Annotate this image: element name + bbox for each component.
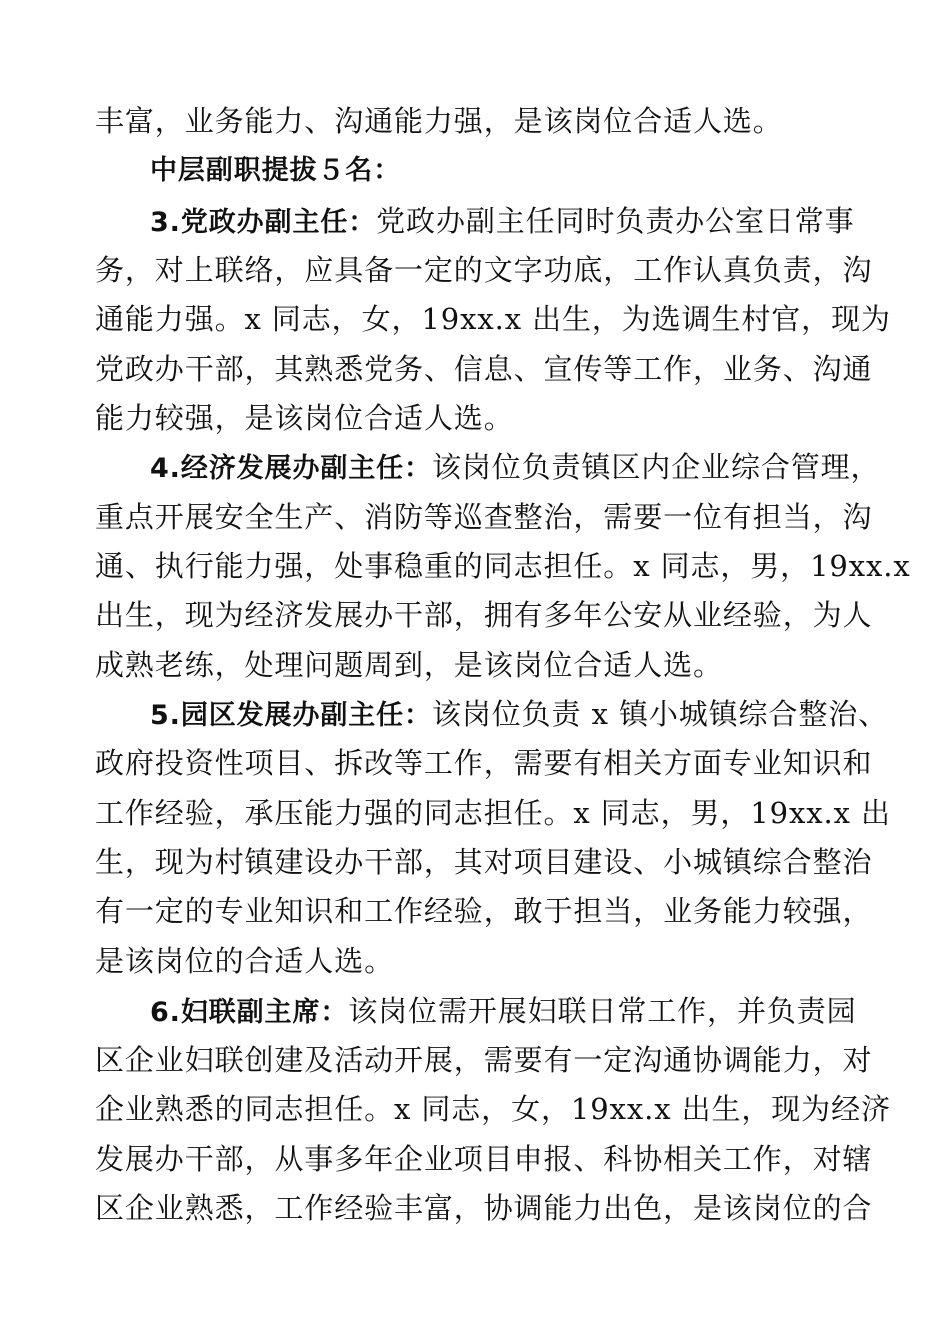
item-text: 该岗位负责镇区内企业综合管理， <box>431 450 881 484</box>
item-text: 党政办副主任同时负责办公室日常事 <box>376 204 855 238</box>
item-5-first-line <box>150 696 888 732</box>
text-line: 区企业熟悉，工作经验丰富，协调能力出色，是该岗位的合 <box>95 1191 873 1225</box>
text-line: 成熟老练，处理问题周到，是该岗位合适人选。 <box>95 648 723 682</box>
item-heading: 5.园区发展办副主任： <box>150 700 432 731</box>
text-line: 通、执行能力强，处事稳重的同志担任。x 同志，男，19xx.x <box>95 549 911 583</box>
text-line: 有一定的专业知识和工作经验，敢于担当，业务能力较强， <box>95 894 873 928</box>
text-line: 通能力强。x 同志，女，19xx.x 出生，为选调生村官，现为 <box>95 302 891 336</box>
item-text: 该岗位负责 x 镇小城镇综合整治、 <box>431 697 889 731</box>
item-heading: 4.经济发展办副主任： <box>150 453 432 484</box>
item-heading: 3.党政办副主任： <box>150 207 377 238</box>
item-heading: 6.妇联副主席： <box>150 997 349 1028</box>
text-line: 重点开展安全生产、消防等巡查整治，需要一位有担当，沟 <box>95 500 873 534</box>
text-line: 发展办干部，从事多年企业项目申报、科协相关工作，对辖 <box>95 1142 873 1176</box>
text-line: 企业熟悉的同志担任。x 同志，女，19xx.x 出生，现为经济 <box>95 1092 891 1126</box>
item-text: 该岗位需开展妇联日常工作，并负责园 <box>348 994 857 1028</box>
text-line: 务，对上联络，应具备一定的文字功底，工作认真负责，沟 <box>95 253 873 287</box>
item-4-first-line <box>150 449 880 485</box>
text-line: 区企业妇联创建及活动开展，需要有一定沟通协调能力，对 <box>95 1043 873 1077</box>
section-title: 中层副职提拔５名： <box>150 155 402 186</box>
text-line: 党政办干部，其熟悉党务、信息、宣传等工作，业务、沟通 <box>95 352 873 386</box>
text-line: 生，现为村镇建设办干部，其对项目建设、小城镇综合整治 <box>95 845 873 879</box>
item-3-first-line <box>150 203 855 239</box>
item-6-first-line <box>150 993 857 1029</box>
text-line: 能力较强，是该岗位合适人选。 <box>95 401 514 435</box>
text-line: 出生，现为经济发展办干部，拥有多年公安从业经验，为人 <box>95 598 873 632</box>
text-line: 工作经验，承压能力强的同志担任。x 同志，男，19xx.x 出 <box>95 796 891 830</box>
text-line: 是该岗位的合适人选。 <box>95 944 395 978</box>
text-line: 丰富，业务能力、沟通能力强，是该岗位合适人选。 <box>95 104 783 138</box>
text-line: 政府投资性项目、拆改等工作，需要有相关方面专业知识和 <box>95 746 873 780</box>
